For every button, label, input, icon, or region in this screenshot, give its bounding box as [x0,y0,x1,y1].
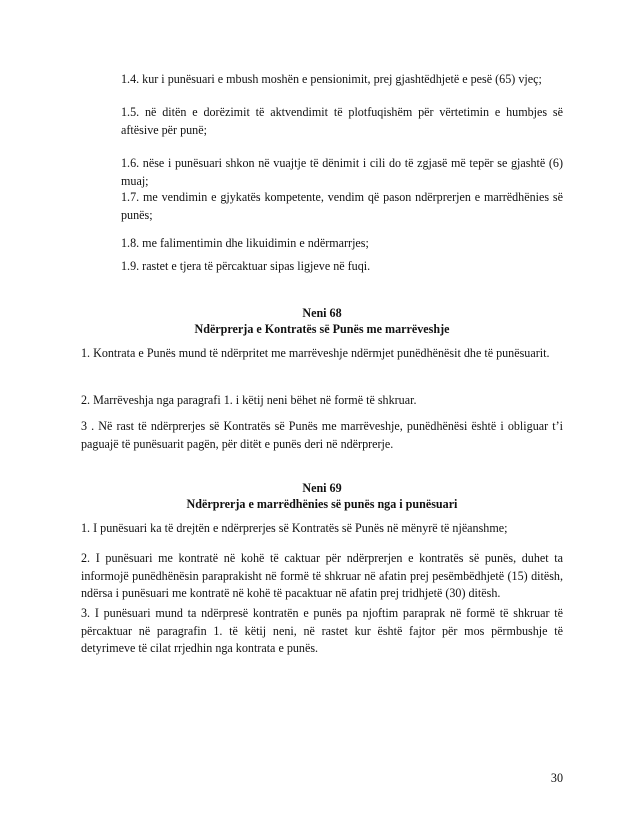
article-69-number: Neni 69 [302,481,342,495]
article-68-paragraph: 3 . Në rast të ndërprerjes së Kontratës së Punës me marrëveshje, punëdhënësi është i obliguar t’i paguajë të punësuarit pagën, për ditët e punës deri në ndërprerje. [81,419,563,451]
list-item: 1.8. me falimentimin dhe likuidimin e ndërmarrjes; [121,236,369,250]
list-item: 1.6. nëse i punësuari shkon në vuajtje të dënimit i cili do të zgjasë më tepër se gjashtë (6) muaj; [121,156,563,188]
article-68-paragraph: 1. Kontrata e Punës mund të ndërpritet me marrëveshje ndërmjet punëdhënësit dhe të punësuarit. [81,346,550,360]
article-69-title: Ndërprerja e marrëdhënies së punës nga i punësuari [186,497,458,511]
article-69-paragraph: 3. I punësuari mund ta ndërpresë kontratën e punës pa njoftim paraprak në formë të shkruar të përcaktuar në paragrafin 1. të këtij neni, në rastet kur është fajtor për mos përmbushje të detyrimeve të cilat rrjedhin nga kontrata e punës. [81,606,563,655]
article-68-title: Ndërprerja e Kontratës së Punës me marrëveshje [194,322,450,336]
article-68-number: Neni 68 [302,306,342,320]
article-69-paragraph: 1. I punësuari ka të drejtën e ndërprerjes së Kontratës së Punës në mënyrë të njëanshme; [81,521,508,535]
list-item: 1.7. me vendimin e gjykatës kompetente, vendim që pason ndërprerjen e marrëdhënies së punës; [121,190,563,222]
list-item: 1.5. në ditën e dorëzimit të aktvendimit të plotfuqishëm për vërtetimin e humbjes së aftësive për punë; [121,105,563,137]
article-69-paragraph: 2. I punësuari me kontratë në kohë të caktuar për ndërprerjen e kontratës së punës, duhet ta informojë punëdhënësin paraprakisht në formë të shkruar në afatin prej pesëmbëdhjetë (15) ditësh, ndërsa i punësuari me kontratë në kohë të pacaktuar në afatin prej tridhjetë (30) ditësh. [81,551,563,600]
page-number: 30 [550,771,563,785]
list-item: 1.4. kur i punësuari e mbush moshën e pensionimit, prej gjashtëdhjetë e pesë (65) vjeç; [121,72,542,86]
list-item: 1.9. rastet e tjera të përcaktuar sipas ligjeve në fuqi. [121,259,371,273]
article-68-paragraph: 2. Marrëveshja nga paragrafi 1. i këtij neni bëhet në formë të shkruar. [81,393,417,407]
